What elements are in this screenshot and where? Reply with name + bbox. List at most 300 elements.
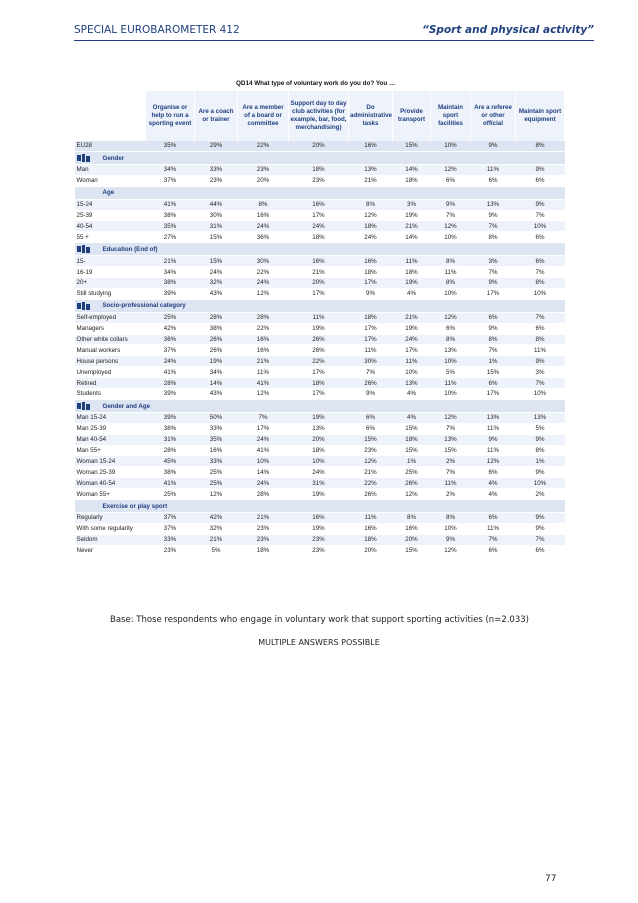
value-cell: 14%: [238, 467, 289, 478]
value-cell: 17%: [289, 210, 349, 221]
value-cell: 17%: [393, 345, 431, 356]
value-cell: 7%: [471, 221, 516, 232]
value-cell: 10%: [238, 456, 289, 467]
value-cell: 12%: [195, 489, 238, 500]
value-cell: 4%: [471, 478, 516, 489]
value-cell: 34%: [195, 367, 238, 378]
value-cell: 12%: [471, 456, 516, 467]
value-cell: 16%: [195, 445, 238, 456]
value-cell: 11%: [471, 445, 516, 456]
value-cell: 24%: [349, 232, 393, 243]
value-cell: 13%: [349, 164, 393, 175]
value-cell: 26%: [195, 334, 238, 345]
value-cell: 23%: [146, 545, 195, 556]
value-cell: 19%: [289, 323, 349, 334]
row-label: 25-39: [75, 210, 146, 221]
value-cell: 6%: [471, 378, 516, 389]
value-cell: 6%: [516, 256, 565, 267]
total-row: [75, 141, 565, 151]
value-cell: 6%: [471, 312, 516, 323]
table-row: [75, 210, 565, 221]
value-cell: 6%: [471, 545, 516, 556]
value-cell: 7%: [431, 423, 471, 434]
section-title: Education (End of): [102, 245, 158, 253]
value-cell: 9%: [349, 389, 393, 400]
results-table: [74, 91, 565, 557]
value-cell: 12%: [349, 456, 393, 467]
value-cell: 30%: [238, 256, 289, 267]
row-label: 16-19: [75, 267, 146, 278]
value-cell: 17%: [349, 323, 393, 334]
value-cell: 22%: [349, 478, 393, 489]
row-label: Woman 15-24: [75, 456, 146, 467]
value-cell: 18%: [349, 312, 393, 323]
value-cell: 16%: [238, 334, 289, 345]
value-cell: 35%: [146, 221, 195, 232]
value-cell: 19%: [393, 323, 431, 334]
value-cell: 27%: [146, 232, 195, 243]
value-cell: 26%: [195, 345, 238, 356]
value-cell: 12%: [238, 389, 289, 400]
column-header: Are a referee or other official: [471, 91, 516, 141]
table-row: [75, 323, 565, 334]
value-cell: 8%: [516, 278, 565, 289]
table-row: [75, 378, 565, 389]
value-cell: 30%: [195, 210, 238, 221]
section-header-row: [75, 299, 565, 312]
value-cell: 15%: [195, 232, 238, 243]
value-cell: 16%: [289, 256, 349, 267]
row-label: 15-24: [75, 199, 146, 210]
corner-cell: [75, 91, 146, 141]
value-cell: 8%: [516, 445, 565, 456]
row-label: EU28: [75, 141, 146, 151]
value-cell: 8%: [431, 513, 471, 524]
value-cell: 7%: [349, 367, 393, 378]
row-label: Man 15-24: [75, 412, 146, 423]
value-cell: 30%: [349, 356, 393, 367]
value-cell: 22%: [238, 141, 289, 151]
table-row: [75, 278, 565, 289]
value-cell: 8%: [431, 278, 471, 289]
value-cell: 26%: [289, 334, 349, 345]
row-label: 55 +: [75, 232, 146, 243]
value-cell: 44%: [195, 199, 238, 210]
value-cell: 18%: [393, 434, 431, 445]
value-cell: 16%: [238, 345, 289, 356]
table-row: [75, 545, 565, 556]
section-header: [75, 151, 565, 164]
row-label: Man 55+: [75, 445, 146, 456]
value-cell: 10%: [431, 288, 471, 299]
gender-icon: [77, 154, 97, 162]
value-cell: 25%: [393, 467, 431, 478]
value-cell: 19%: [393, 210, 431, 221]
value-cell: 9%: [516, 523, 565, 534]
value-cell: 50%: [195, 412, 238, 423]
row-label: Woman 40-54: [75, 478, 146, 489]
value-cell: 21%: [289, 267, 349, 278]
value-cell: 8%: [516, 141, 565, 151]
value-cell: 18%: [349, 534, 393, 545]
value-cell: 16%: [238, 210, 289, 221]
value-cell: 5%: [516, 423, 565, 434]
value-cell: 26%: [349, 378, 393, 389]
value-cell: 29%: [195, 141, 238, 151]
value-cell: 13%: [289, 423, 349, 434]
value-cell: 6%: [516, 232, 565, 243]
value-cell: 7%: [431, 210, 471, 221]
value-cell: 6%: [516, 323, 565, 334]
report-title: SPECIAL EUROBAROMETER 412: [74, 24, 240, 36]
section-header-row: [75, 243, 565, 256]
value-cell: 15%: [195, 256, 238, 267]
table-row: [75, 478, 565, 489]
value-cell: 21%: [349, 467, 393, 478]
column-header: Maintain sport equipment: [516, 91, 565, 141]
value-cell: 7%: [516, 267, 565, 278]
value-cell: 3%: [471, 256, 516, 267]
section-header-row: [75, 186, 565, 199]
value-cell: 22%: [289, 356, 349, 367]
value-cell: 13%: [516, 412, 565, 423]
value-cell: 12%: [431, 164, 471, 175]
table-row: [75, 199, 565, 210]
value-cell: 6%: [471, 175, 516, 186]
value-cell: 12%: [393, 489, 431, 500]
value-cell: 25%: [195, 478, 238, 489]
value-cell: 2%: [431, 489, 471, 500]
value-cell: 17%: [349, 334, 393, 345]
value-cell: 15%: [471, 367, 516, 378]
value-cell: 26%: [393, 478, 431, 489]
row-label: Man 25-39: [75, 423, 146, 434]
table-row: [75, 221, 565, 232]
value-cell: 23%: [195, 175, 238, 186]
value-cell: 2%: [431, 456, 471, 467]
value-cell: 38%: [195, 323, 238, 334]
row-label: With some regularity: [75, 523, 146, 534]
value-cell: 11%: [516, 345, 565, 356]
table-row: [75, 534, 565, 545]
value-cell: 11%: [349, 345, 393, 356]
row-label: Self-employed: [75, 312, 146, 323]
value-cell: 23%: [349, 445, 393, 456]
value-cell: 10%: [431, 356, 471, 367]
value-cell: 8%: [238, 199, 289, 210]
value-cell: 10%: [393, 367, 431, 378]
row-label: Woman 25-39: [75, 467, 146, 478]
value-cell: 7%: [471, 267, 516, 278]
value-cell: 25%: [146, 312, 195, 323]
value-cell: 11%: [431, 378, 471, 389]
value-cell: 32%: [195, 278, 238, 289]
row-label: Manual workers: [75, 345, 146, 356]
value-cell: 15%: [349, 434, 393, 445]
value-cell: 23%: [289, 175, 349, 186]
value-cell: 8%: [431, 256, 471, 267]
value-cell: 12%: [238, 288, 289, 299]
value-cell: 16%: [349, 256, 393, 267]
value-cell: 1%: [516, 456, 565, 467]
table-row: [75, 312, 565, 323]
value-cell: 15%: [393, 141, 431, 151]
table-row: [75, 445, 565, 456]
value-cell: 42%: [195, 513, 238, 524]
value-cell: 41%: [146, 367, 195, 378]
value-cell: 6%: [349, 412, 393, 423]
value-cell: 7%: [431, 467, 471, 478]
value-cell: 19%: [393, 278, 431, 289]
table-row: [75, 175, 565, 186]
value-cell: 21%: [349, 175, 393, 186]
value-cell: 35%: [146, 141, 195, 151]
value-cell: 24%: [393, 334, 431, 345]
value-cell: 41%: [238, 378, 289, 389]
value-cell: 4%: [393, 389, 431, 400]
value-cell: 7%: [516, 534, 565, 545]
value-cell: 9%: [471, 323, 516, 334]
value-cell: 24%: [238, 221, 289, 232]
table-row: [75, 467, 565, 478]
value-cell: 23%: [289, 545, 349, 556]
row-label: Man 40-54: [75, 434, 146, 445]
page-number: 77: [545, 874, 557, 884]
table-row: [75, 367, 565, 378]
value-cell: 21%: [146, 256, 195, 267]
value-cell: 7%: [516, 312, 565, 323]
section-header-row: [75, 151, 565, 164]
value-cell: 3%: [393, 199, 431, 210]
value-cell: 3%: [516, 367, 565, 378]
value-cell: 22%: [238, 267, 289, 278]
value-cell: 28%: [238, 489, 289, 500]
column-header: Organise or help to run a sporting event: [146, 91, 195, 141]
row-label: House persons: [75, 356, 146, 367]
value-cell: 39%: [146, 412, 195, 423]
table-row: [75, 288, 565, 299]
value-cell: 7%: [471, 534, 516, 545]
value-cell: 1%: [471, 356, 516, 367]
value-cell: 21%: [238, 356, 289, 367]
value-cell: 11%: [238, 367, 289, 378]
table-body: [75, 141, 565, 556]
value-cell: 21%: [393, 312, 431, 323]
value-cell: 12%: [349, 210, 393, 221]
value-cell: 9%: [516, 467, 565, 478]
value-cell: 1%: [393, 456, 431, 467]
value-cell: 8%: [516, 334, 565, 345]
value-cell: 24%: [195, 267, 238, 278]
value-cell: 10%: [516, 221, 565, 232]
gender-age-icon: [77, 402, 97, 410]
value-cell: 9%: [471, 278, 516, 289]
value-cell: 37%: [146, 513, 195, 524]
value-cell: 10%: [516, 478, 565, 489]
value-cell: 20%: [289, 141, 349, 151]
row-label: 40-54: [75, 221, 146, 232]
value-cell: 23%: [238, 534, 289, 545]
value-cell: 17%: [289, 288, 349, 299]
value-cell: 4%: [393, 412, 431, 423]
value-cell: 5%: [431, 367, 471, 378]
value-cell: 34%: [146, 267, 195, 278]
value-cell: 8%: [471, 232, 516, 243]
value-cell: 38%: [146, 210, 195, 221]
row-label: Managers: [75, 323, 146, 334]
value-cell: 14%: [195, 378, 238, 389]
section-title: Socio-professional category: [102, 302, 186, 310]
value-cell: 9%: [516, 434, 565, 445]
section-header: [75, 500, 565, 513]
value-cell: 8%: [393, 513, 431, 524]
value-cell: 8%: [471, 334, 516, 345]
value-cell: 22%: [238, 323, 289, 334]
value-cell: 8%: [349, 199, 393, 210]
value-cell: 6%: [516, 545, 565, 556]
value-cell: 9%: [516, 199, 565, 210]
section-header-row: [75, 399, 565, 412]
value-cell: 28%: [195, 312, 238, 323]
value-cell: 13%: [471, 412, 516, 423]
value-cell: 41%: [238, 445, 289, 456]
value-cell: 37%: [146, 175, 195, 186]
value-cell: 23%: [238, 523, 289, 534]
column-header-row: [75, 91, 565, 141]
value-cell: 17%: [471, 389, 516, 400]
row-label: 15-: [75, 256, 146, 267]
value-cell: 10%: [431, 389, 471, 400]
value-cell: 26%: [289, 345, 349, 356]
value-cell: 37%: [146, 523, 195, 534]
value-cell: 17%: [471, 288, 516, 299]
value-cell: 24%: [238, 434, 289, 445]
value-cell: 12%: [431, 312, 471, 323]
factory-icon: [77, 302, 97, 310]
value-cell: 4%: [393, 288, 431, 299]
value-cell: 43%: [195, 288, 238, 299]
value-cell: 10%: [516, 389, 565, 400]
table-row: [75, 267, 565, 278]
value-cell: 11%: [393, 356, 431, 367]
column-header: Are a member of a board or committee: [238, 91, 289, 141]
row-label: Woman: [75, 175, 146, 186]
value-cell: 31%: [289, 478, 349, 489]
value-cell: 24%: [289, 467, 349, 478]
question-title: QD14 What type of voluntary work do you do? You …: [236, 80, 396, 87]
multiple-answers-note: MULTIPLE ANSWERS POSSIBLE: [258, 638, 380, 647]
value-cell: 20%: [289, 434, 349, 445]
value-cell: 23%: [289, 534, 349, 545]
value-cell: 9%: [471, 434, 516, 445]
value-cell: 7%: [516, 210, 565, 221]
value-cell: 16%: [349, 141, 393, 151]
value-cell: 11%: [471, 523, 516, 534]
value-cell: 6%: [471, 467, 516, 478]
value-cell: 33%: [195, 423, 238, 434]
value-cell: 9%: [431, 534, 471, 545]
value-cell: 17%: [289, 367, 349, 378]
value-cell: 12%: [431, 412, 471, 423]
value-cell: 19%: [289, 523, 349, 534]
section-icon-placeholder: [77, 502, 97, 510]
value-cell: 2%: [516, 489, 565, 500]
value-cell: 11%: [289, 312, 349, 323]
value-cell: 20%: [238, 175, 289, 186]
value-cell: 9%: [349, 288, 393, 299]
value-cell: 35%: [195, 434, 238, 445]
section-title: Exercise or play sport: [102, 502, 168, 510]
value-cell: 42%: [146, 323, 195, 334]
report-subtitle: “Sport and physical activity”: [422, 24, 594, 36]
row-label: Man: [75, 164, 146, 175]
value-cell: 13%: [393, 378, 431, 389]
value-cell: 11%: [393, 256, 431, 267]
value-cell: 28%: [238, 312, 289, 323]
section-header: [75, 299, 565, 312]
value-cell: 12%: [431, 545, 471, 556]
value-cell: 7%: [516, 378, 565, 389]
column-header: Are a coach or trainer: [195, 91, 238, 141]
value-cell: 14%: [393, 232, 431, 243]
value-cell: 8%: [431, 334, 471, 345]
value-cell: 14%: [393, 164, 431, 175]
table-row: [75, 256, 565, 267]
row-label: Still studying: [75, 288, 146, 299]
value-cell: 16%: [289, 513, 349, 524]
section-title: Age: [102, 189, 115, 197]
table-row: [75, 334, 565, 345]
value-cell: 34%: [146, 164, 195, 175]
value-cell: 12%: [431, 221, 471, 232]
value-cell: 39%: [146, 389, 195, 400]
value-cell: 32%: [195, 523, 238, 534]
value-cell: 6%: [349, 423, 393, 434]
row-label: Seldom: [75, 534, 146, 545]
value-cell: 11%: [349, 513, 393, 524]
column-header: Maintain sport facilities: [431, 91, 471, 141]
value-cell: 33%: [195, 456, 238, 467]
value-cell: 13%: [431, 434, 471, 445]
value-cell: 18%: [289, 164, 349, 175]
value-cell: 11%: [431, 478, 471, 489]
row-label: Students: [75, 389, 146, 400]
value-cell: 15%: [393, 423, 431, 434]
value-cell: 20%: [289, 278, 349, 289]
value-cell: 25%: [146, 489, 195, 500]
value-cell: 45%: [146, 456, 195, 467]
table-row: [75, 523, 565, 534]
value-cell: 13%: [471, 199, 516, 210]
value-cell: 10%: [516, 288, 565, 299]
section-title: Gender: [102, 154, 125, 162]
value-cell: 9%: [471, 210, 516, 221]
value-cell: 17%: [289, 389, 349, 400]
section-title: Gender and Age: [102, 402, 151, 410]
table-row: [75, 434, 565, 445]
value-cell: 9%: [431, 199, 471, 210]
value-cell: 11%: [471, 164, 516, 175]
value-cell: 20%: [349, 545, 393, 556]
value-cell: 15%: [393, 445, 431, 456]
table-row: [75, 412, 565, 423]
value-cell: 26%: [349, 489, 393, 500]
row-label: 20+: [75, 278, 146, 289]
table-row: [75, 423, 565, 434]
value-cell: 6%: [431, 175, 471, 186]
row-label: Unemployed: [75, 367, 146, 378]
value-cell: 21%: [238, 513, 289, 524]
